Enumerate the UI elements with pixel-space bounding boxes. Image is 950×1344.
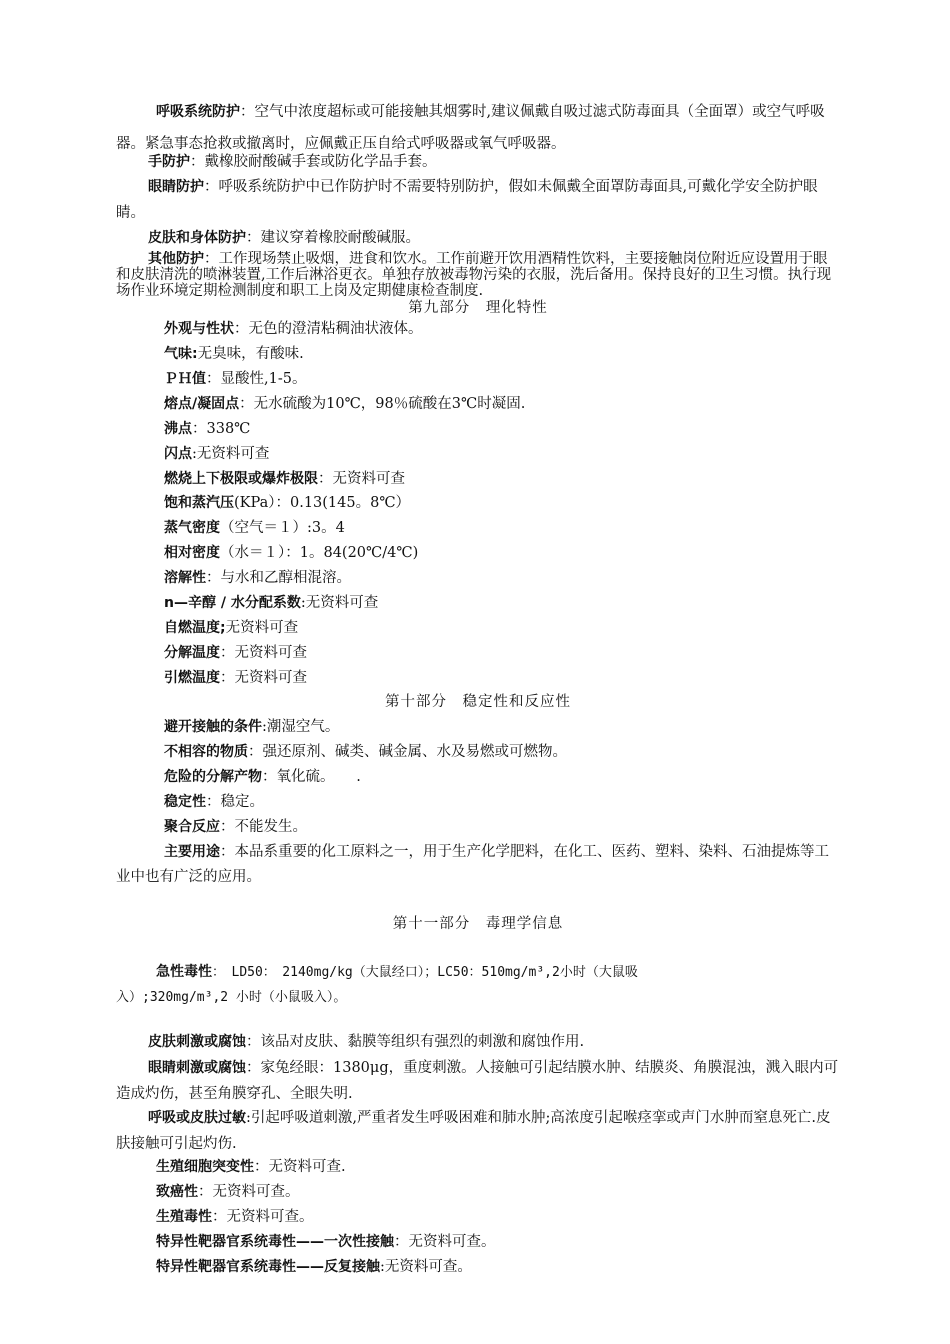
main-use: 主要用途：本品系重要的化工原料之一，用于生产化学肥料，在化工、医药、塑料、染料、石油提炼等工业中也有广泛的应用。	[116, 844, 829, 885]
property-melting-point: 熔点/凝固点：无水硫酸为10℃，98％硫酸在3℃时凝固.	[164, 396, 526, 412]
stability-conditions: 避开接触的条件:潮湿空气。	[164, 719, 340, 735]
acute-toxicity: 急性毒性： LD50： 2140mg/kg（大鼠经口）；LC50：510mg/m³,2小时（大鼠吸	[156, 964, 638, 980]
hand-protection: 手防护：戴橡胶耐酸碱手套或防化学品手套。	[148, 154, 437, 170]
eye-irritation: 眼睛刺激或腐蚀：家兔经眼：1380μg，重度刺激。人接触可引起结膜水肿、结膜炎、角膜混浊，溅入眼内可造成灼伤，甚至角膜穿孔、全眼失明.	[116, 1060, 839, 1102]
stot-single-exposure: 特异性靶器官系统毒性——一次性接触：无资料可查。	[156, 1234, 496, 1250]
property-vapor-density: 蒸气密度（空气＝１）:3。4	[164, 520, 345, 536]
property-explosion-limit: 燃烧上下极限或爆炸极限：无资料可查	[164, 471, 405, 487]
property-autoignition: 自燃温度;无资料可查	[164, 620, 299, 636]
acute-toxicity-continued: 入）;320mg/m³,2 小时（小鼠吸入）。	[116, 990, 347, 1005]
skin-irritation: 皮肤刺激或腐蚀：该品对皮肤、黏膜等组织有强烈的刺激和腐蚀作用.	[148, 1034, 585, 1050]
property-appearance: 外观与性状：无色的澄清粘稠油状液体。	[164, 321, 423, 337]
section-10-title: 第十部分 稳定性和反应性	[385, 694, 571, 710]
property-boiling-point: 沸点：338℃	[164, 421, 251, 437]
germ-cell-mutagenicity: 生殖细胞突变性：无资料可查.	[156, 1159, 346, 1175]
eye-protection: 眼睛防护：呼吸系统防护中已作防护时不需要特别防护，假如未佩戴全面罩防毒面具,可戴化学安全防护眼睛。	[116, 179, 818, 221]
property-ph: ＰＨ值：显酸性,1-5。	[164, 371, 307, 387]
property-odor: 气味:无臭味，有酸味.	[164, 346, 304, 362]
property-vapor-pressure: 饱和蒸汽压(KPa）：0.13(145。8℃）	[164, 495, 411, 511]
stability-value: 稳定性：稳定。	[164, 794, 264, 810]
skin-protection: 皮肤和身体防护：建议穿着橡胶耐酸碱服。	[148, 230, 420, 246]
section-11-title: 第十一部分 毒理学信息	[392, 916, 564, 932]
property-flash-point: 闪点:无资料可查	[164, 446, 270, 462]
property-ignition-temp: 引燃温度：无资料可查	[164, 670, 307, 686]
stability-polymerization: 聚合反应：不能发生。	[164, 819, 307, 835]
sensitization: 呼吸或皮肤过敏:引起呼吸道刺激,严重者发生呼吸困难和肺水肿;高浓度引起喉痉挛或声门水肿而窒息死亡.皮肤接触可引起灼伤.	[116, 1110, 831, 1152]
property-relative-density: 相对密度（水＝１）：1。84(20℃/4℃)	[164, 545, 419, 561]
stability-incompatible: 不相容的物质：强还原剂、碱类、碱金属、水及易燃或可燃物。	[164, 744, 567, 760]
reproductive-toxicity: 生殖毒性：无资料可查。	[156, 1209, 314, 1225]
stot-repeated-exposure: 特异性靶器官系统毒性——反复接触:无资料可查。	[156, 1259, 472, 1275]
property-solubility: 溶解性：与水和乙醇相混溶。	[164, 570, 351, 586]
carcinogenicity: 致癌性：无资料可查。	[156, 1184, 300, 1200]
property-decomposition: 分解温度：无资料可查	[164, 645, 307, 661]
section-9-title: 第九部分 理化特性	[408, 300, 548, 316]
stability-decomposition-products: 危险的分解产物：氧化硫。 .	[164, 769, 361, 785]
other-protection: 其他防护：工作现场禁止吸烟，进食和饮水。工作前避开饮用酒精性饮料，主要接触岗位附近应设置用于眼和皮肤清洗的喷淋装置,工作后淋浴更衣。单独存放被毒物污染的衣服，洗后备用。保持良好的卫生习惯。执行现场作业环境定期检测制度和职工上岗及定期健康检查制度.	[116, 251, 832, 299]
property-partition-coefficient: n—辛醇 / 水分配系数:无资料可查	[164, 595, 379, 611]
respiratory-protection: 呼吸系统防护：空气中浓度超标或可能接触其烟雾时,建议佩戴自吸过滤式防毒面具（全面罩）或空气呼吸器。紧急事态抢救或撤离时，应佩戴正压自给式呼吸器或氧气呼吸器。	[116, 104, 825, 152]
